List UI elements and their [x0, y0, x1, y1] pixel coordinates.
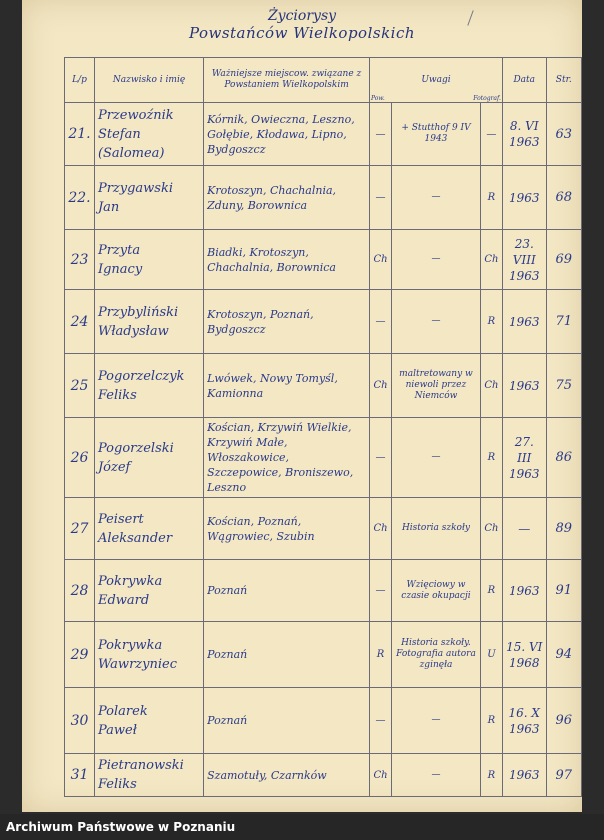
date-cell	[502, 688, 546, 754]
pow-cell	[370, 290, 392, 354]
places-cell	[204, 103, 370, 166]
places-cell-line: Kościan, Krzywiń Wielkie, Krzywiń Małe, Włoszakowice, Szczepowice, Broniszewo, Leszno	[207, 421, 354, 494]
date-cell-line: 1968	[508, 655, 540, 670]
table-body	[65, 103, 582, 797]
foto-cell-line: Ch	[484, 380, 499, 391]
pow-cell-line: —	[375, 128, 386, 140]
date-cell	[502, 290, 546, 354]
document-title-line1: Życiorysy	[267, 8, 337, 24]
page-cell-line: 94	[555, 647, 573, 662]
notes-cell	[391, 754, 480, 797]
places-cell-line: Lwówek, Nowy Tomyśl, Kamionna	[207, 371, 338, 400]
foto-cell-line: Ch	[484, 254, 499, 265]
page-cell	[546, 103, 581, 166]
date-cell	[502, 230, 546, 290]
person-name	[94, 166, 203, 230]
person-name-line: Polarek	[97, 703, 148, 719]
table-row	[65, 754, 582, 797]
page-cell	[546, 622, 581, 688]
page-cell	[546, 354, 581, 418]
person-name	[94, 622, 203, 688]
table-row	[65, 418, 582, 498]
col-header-notes-foto: Fotograf.	[473, 95, 501, 102]
person-name-line: Peisert	[97, 511, 144, 527]
archive-footer: Archiwum Państwowe w Poznaniu	[0, 814, 604, 840]
page-cell-line: 75	[555, 378, 573, 393]
notes-cell-line: —	[431, 769, 441, 780]
person-name-line: Paweł	[97, 722, 137, 738]
places-cell-line: Szamotuły, Czarnków	[207, 768, 327, 782]
person-name-line: Przygawski	[97, 180, 174, 196]
row-number	[65, 166, 95, 230]
foto-cell	[480, 688, 502, 754]
places-cell	[204, 688, 370, 754]
row-number-line: 24	[70, 313, 89, 330]
row-number	[65, 354, 95, 418]
col-header-notes-label: Uwagi	[421, 74, 451, 85]
places-cell	[204, 166, 370, 230]
notes-cell-line: Wzięciowy w czasie okupacji	[401, 579, 471, 601]
pow-cell	[370, 103, 392, 166]
row-number	[65, 103, 95, 166]
person-name	[94, 688, 203, 754]
document-page	[22, 0, 582, 812]
places-cell-line: Poznań	[207, 648, 248, 661]
row-number-line: 21.	[68, 126, 91, 142]
row-number	[65, 622, 95, 688]
row-number-line: 31	[70, 767, 89, 783]
pow-cell	[370, 498, 392, 560]
pow-cell-line: Ch	[373, 769, 388, 781]
person-name-line: Pokrywka	[97, 573, 163, 589]
person-name-line: Wawrzyniec	[97, 656, 177, 672]
notes-cell-line: —	[431, 254, 441, 264]
pow-cell-line: Ch	[373, 380, 388, 391]
row-number	[65, 688, 95, 754]
row-number	[65, 754, 95, 797]
page-cell-line: 68	[555, 190, 573, 205]
pow-cell	[370, 688, 392, 754]
person-name-line: Feliks	[97, 777, 137, 792]
foto-cell-line: —	[486, 128, 497, 140]
document-title-line2: Powstańców Wielkopolskich	[188, 24, 416, 42]
table-row	[65, 498, 582, 560]
row-number-line: 30	[70, 712, 89, 729]
date-cell-line: 16. X	[508, 705, 540, 720]
person-name	[94, 754, 203, 797]
pow-cell	[370, 230, 392, 290]
table-row	[65, 103, 582, 166]
places-cell	[204, 622, 370, 688]
pow-cell	[370, 166, 392, 230]
date-cell-line: 1963	[508, 190, 540, 205]
page-cell-line: 97	[555, 767, 573, 783]
col-header-notes	[370, 58, 503, 103]
notes-cell	[391, 166, 480, 230]
foto-cell	[480, 166, 502, 230]
person-name-line: Edward	[97, 592, 150, 608]
places-cell-line: Poznań	[207, 714, 248, 727]
pow-cell-line: —	[375, 715, 386, 726]
date-cell	[502, 498, 546, 560]
date-cell-line: 1963	[508, 378, 540, 393]
row-number-line: 25	[70, 377, 89, 394]
foto-cell	[480, 290, 502, 354]
date-cell-line: 1963	[508, 466, 540, 481]
col-header-notes-pow: Pow.	[371, 95, 385, 102]
notes-cell	[391, 560, 480, 622]
pow-cell	[370, 754, 392, 797]
pow-cell-line: —	[375, 585, 386, 596]
notes-cell-line: Historia szkoły. Fotografia autora zginęła	[396, 638, 476, 670]
foto-cell	[480, 560, 502, 622]
row-number	[65, 290, 95, 354]
date-cell	[502, 103, 546, 166]
notes-cell	[391, 688, 480, 754]
pow-cell-line: —	[375, 192, 386, 203]
page-cell-line: 63	[555, 126, 573, 142]
table-row	[65, 230, 582, 290]
notes-cell-line: —	[431, 715, 441, 725]
date-cell-line: 1963	[508, 268, 540, 283]
places-cell-line: Krotoszyn, Poznań, Bydgoszcz	[207, 307, 314, 336]
foto-cell-line: R	[487, 585, 496, 596]
foto-cell-line: U	[487, 649, 496, 660]
page-cell	[546, 754, 581, 797]
date-cell	[502, 560, 546, 622]
foto-cell	[480, 498, 502, 560]
places-cell-line: Kościan, Poznań, Wągrowiec, Szubin	[207, 514, 315, 543]
date-cell-line: 1963	[508, 721, 540, 736]
notes-cell	[391, 418, 480, 498]
row-number-line: 26	[70, 449, 89, 466]
table-row	[65, 560, 582, 622]
row-number	[65, 498, 95, 560]
person-name	[94, 230, 203, 290]
notes-cell-line: maltretowany w niewoli przez Niemców	[399, 369, 473, 401]
table-row	[65, 166, 582, 230]
places-cell	[204, 354, 370, 418]
row-number	[65, 560, 95, 622]
page-cell-line: 96	[555, 713, 573, 728]
col-header-page: Str.	[546, 58, 581, 103]
foto-cell-line: R	[487, 452, 496, 463]
person-name-line: Władysław	[97, 323, 169, 339]
page-cell-line: 86	[555, 450, 573, 465]
person-name	[94, 103, 203, 166]
person-name-line: Ignacy	[97, 261, 143, 277]
pow-cell-line: —	[375, 316, 386, 327]
pow-cell-line: —	[375, 452, 386, 463]
person-name-line: Przybyliński	[97, 304, 179, 320]
foto-cell	[480, 622, 502, 688]
date-cell	[502, 354, 546, 418]
foto-cell-line: R	[487, 316, 496, 327]
date-cell-line: 1963	[508, 583, 540, 598]
date-cell-line: 27. III	[514, 434, 534, 465]
date-cell	[502, 754, 546, 797]
notes-cell-line: + Stutthof 9 IV 1943	[401, 123, 471, 144]
person-name	[94, 354, 203, 418]
person-name-line: Aleksander	[97, 530, 173, 546]
col-header-name: Nazwisko i imię	[94, 58, 203, 103]
pow-cell	[370, 560, 392, 622]
page-cell	[546, 418, 581, 498]
row-number	[65, 230, 95, 290]
pow-cell-line: Ch	[373, 254, 388, 265]
person-name	[94, 498, 203, 560]
registry-table	[64, 57, 582, 797]
notes-cell	[391, 230, 480, 290]
person-name-line: Józef	[97, 459, 131, 475]
table-row	[65, 290, 582, 354]
person-name	[94, 418, 203, 498]
pow-cell-line: R	[376, 649, 385, 660]
date-cell-line: 1963	[508, 135, 540, 149]
date-cell-line: —	[518, 521, 531, 536]
places-cell-line: Krotoszyn, Chachalnia, Zduny, Borownica	[207, 183, 337, 212]
notes-cell-line: Historia szkoły	[401, 523, 470, 533]
date-cell-line: 1963	[508, 314, 540, 329]
page-cell-line: 91	[555, 583, 573, 598]
col-header-date: Data	[502, 58, 546, 103]
places-cell	[204, 418, 370, 498]
person-name	[94, 290, 203, 354]
notes-cell	[391, 498, 480, 560]
row-number	[65, 418, 95, 498]
places-cell	[204, 560, 370, 622]
page-cell	[546, 166, 581, 230]
places-cell	[204, 230, 370, 290]
foto-cell	[480, 103, 502, 166]
notes-cell-line: —	[431, 316, 441, 326]
page-cell-line: 69	[555, 252, 573, 267]
foto-cell-line: R	[487, 769, 496, 781]
col-header-lp: L/p	[65, 58, 95, 103]
person-name	[94, 560, 203, 622]
pow-cell-line: Ch	[373, 523, 388, 534]
places-cell-line: Poznań	[207, 584, 248, 597]
pow-cell	[370, 418, 392, 498]
row-number-line: 23	[70, 251, 89, 268]
person-name-line: (Salomea)	[97, 145, 165, 161]
page-cell	[546, 688, 581, 754]
date-cell-line: 1963	[508, 768, 540, 782]
notes-cell-line: —	[431, 452, 441, 462]
person-name-line: Przewoźnik Stefan	[97, 107, 174, 142]
places-cell	[204, 290, 370, 354]
notes-cell-line: —	[431, 192, 441, 202]
table-row	[65, 622, 582, 688]
foto-cell	[480, 354, 502, 418]
person-name-line: Przyta	[97, 242, 141, 258]
places-cell	[204, 754, 370, 797]
foto-cell	[480, 230, 502, 290]
date-cell	[502, 166, 546, 230]
col-header-places: Ważniejsze miejscow. związane z Powstaniem Wielkopolskim	[204, 58, 370, 103]
places-cell-line: Kórnik, Owieczna, Leszno, Gołębie, Kłodawa, Lipno, Bydgoszcz	[207, 112, 355, 156]
date-cell	[502, 418, 546, 498]
foto-cell-line: R	[487, 715, 496, 726]
table-row	[65, 354, 582, 418]
person-name-line: Pokrywka	[97, 637, 163, 653]
notes-cell	[391, 290, 480, 354]
foto-cell	[480, 418, 502, 498]
pow-cell	[370, 354, 392, 418]
page-cell	[546, 560, 581, 622]
notes-cell	[391, 622, 480, 688]
person-name-line: Pogorzelski	[97, 440, 174, 456]
pow-cell	[370, 622, 392, 688]
person-name-line: Pietranowski	[97, 758, 184, 773]
person-name-line: Jan	[97, 199, 120, 215]
row-number-line: 27	[70, 520, 89, 537]
person-name-line: Pogorzelczyk	[97, 368, 185, 384]
date-cell	[502, 622, 546, 688]
person-name-line: Feliks	[97, 387, 137, 403]
table-header-row	[65, 58, 582, 103]
foto-cell	[480, 754, 502, 797]
page-cell	[546, 290, 581, 354]
row-number-line: 28	[70, 582, 89, 599]
places-cell-line: Biadki, Krotoszyn, Chachalnia, Borownica	[207, 245, 336, 274]
foto-cell-line: R	[487, 192, 496, 203]
date-cell-line: 8. VI	[509, 119, 539, 133]
date-cell-line: 15. VI	[506, 639, 543, 654]
foto-cell-line: Ch	[484, 523, 499, 534]
row-number-line: 29	[70, 646, 89, 663]
page-cell-line: 71	[555, 314, 573, 329]
page-cell	[546, 498, 581, 560]
date-cell-line: 23. VIII	[512, 236, 536, 267]
notes-cell	[391, 354, 480, 418]
places-cell	[204, 498, 370, 560]
notes-cell	[391, 103, 480, 166]
table-row	[65, 688, 582, 754]
page-cell	[546, 230, 581, 290]
page-cell-line: 89	[555, 521, 573, 536]
row-number-line: 22.	[68, 189, 91, 206]
